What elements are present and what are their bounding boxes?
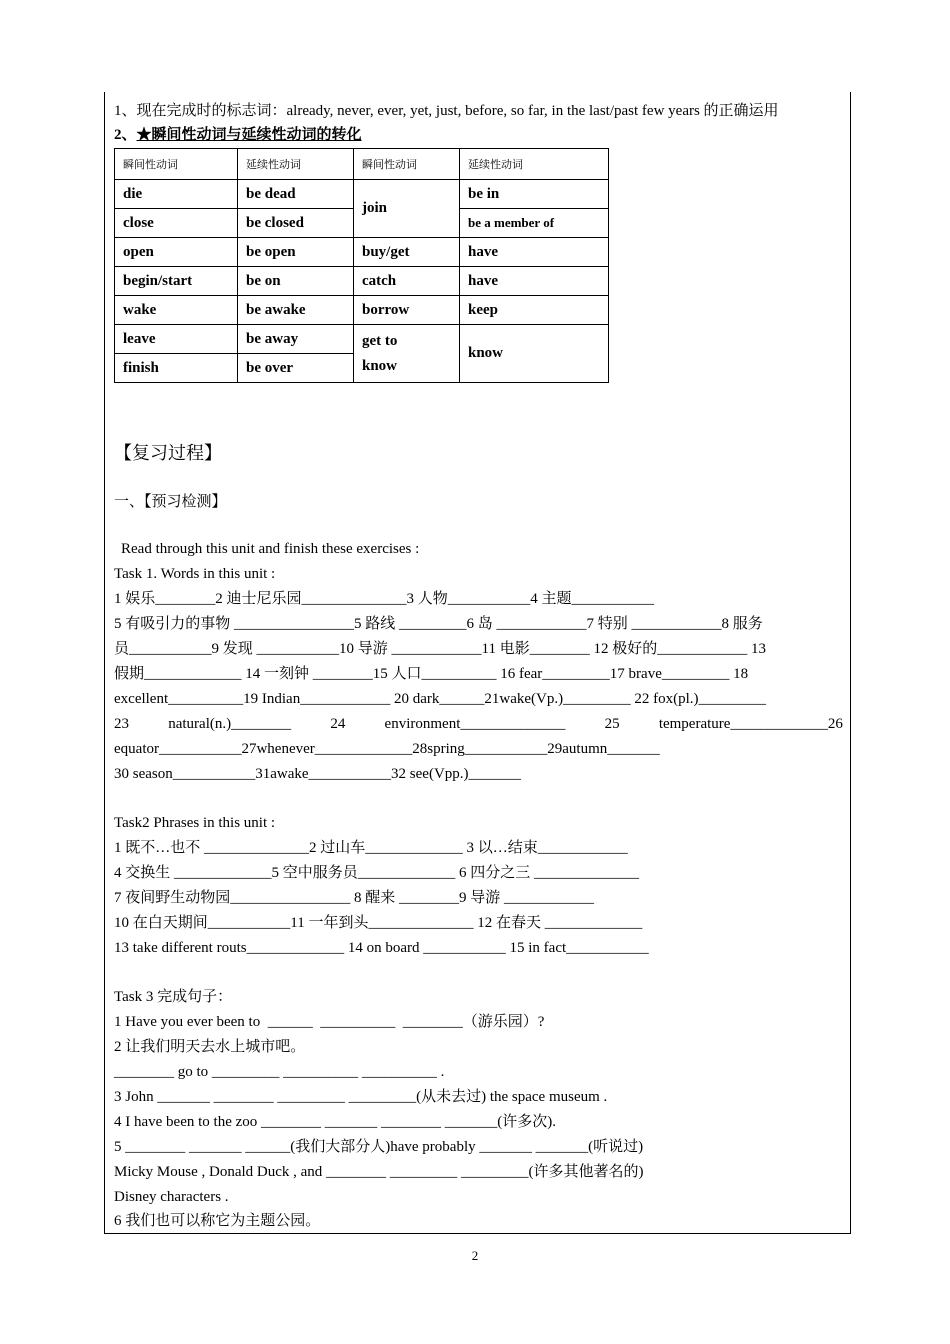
task1-line: 员___________9 发现 ___________10 导游 ____________11 电影________ 12 极好的____________ 13 bbox=[114, 641, 766, 657]
table-cell: be away bbox=[238, 325, 354, 354]
table-cell: have bbox=[460, 238, 609, 267]
task3-line: 6 我们也可以称它为主题公园。 bbox=[114, 1213, 321, 1229]
word-item: 25 bbox=[604, 716, 620, 732]
task3-line: Disney characters . bbox=[114, 1189, 229, 1205]
review-title: 【复习过程】 bbox=[114, 443, 222, 463]
table-header: 瞬间性动词 bbox=[115, 149, 238, 180]
word-item: environment______________ bbox=[384, 716, 566, 732]
signal-words-line: 1、现在完成时的标志词：already, never, ever, yet, just, before, so far, in the last/past few years 的正确运用 bbox=[114, 103, 779, 119]
table-cell: leave bbox=[115, 325, 238, 354]
verb-conversion-table bbox=[114, 148, 609, 383]
task3-line: 5 ________ _______ ______(我们大部分人)have probably _______ _______(听说过) bbox=[114, 1139, 644, 1155]
table-cell: borrow bbox=[354, 296, 460, 325]
task3-line: 4 I have been to the zoo ________ _______ ________ _______(许多次). bbox=[114, 1114, 557, 1130]
task1-title: Task 1. Words in this unit : bbox=[114, 566, 276, 582]
task1-line: equator___________27whenever_____________28spring___________29autumn_______ bbox=[114, 741, 660, 757]
heading-title: ★瞬间性动词与延续性动词的转化 bbox=[136, 127, 362, 143]
table-cell: be awake bbox=[238, 296, 354, 325]
task2-line: 4 交换生 _____________5 空中服务员_____________ 6 四分之三 ______________ bbox=[114, 865, 640, 881]
word-item: temperature_____________26 bbox=[658, 716, 843, 732]
table-cell: wake bbox=[115, 296, 238, 325]
table-cell: close bbox=[115, 209, 238, 238]
table-header: 延续性动词 bbox=[238, 149, 354, 180]
table-cell: be open bbox=[238, 238, 354, 267]
task2-line: 1 既不…也不 ______________2 过山车_____________ 3 以…结束____________ bbox=[114, 840, 628, 856]
page-number: 2 bbox=[471, 1248, 479, 1263]
table-cell: die bbox=[115, 180, 238, 209]
task3-line: ________ go to _________ __________ __________ . bbox=[114, 1064, 445, 1080]
table-cell: be in bbox=[460, 180, 609, 209]
table-cell: catch bbox=[354, 267, 460, 296]
task1-line: 5 有吸引力的事物 ________________5 路线 _________6 岛 ____________7 特别 ____________8 服务 bbox=[114, 616, 763, 632]
task1-line: excellent__________19 Indian____________ 20 dark______21wake(Vp.)_________ 22 fox(pl.)_________ bbox=[114, 691, 766, 707]
word-item: natural(n.)________ bbox=[168, 716, 292, 732]
intro-text: Read through this unit and finish these exercises : bbox=[121, 541, 420, 557]
table-cell: join bbox=[354, 180, 460, 238]
table-cell: be closed bbox=[238, 209, 354, 238]
task1-line-justified bbox=[114, 714, 843, 734]
task3-line: 3 John _______ ________ _________ _________(从未去过) the space museum . bbox=[114, 1089, 608, 1105]
table-cell: have bbox=[460, 267, 609, 296]
task1-line: 假期_____________ 14 一刻钟 ________15 人口__________ 16 fear_________17 brave_________ 18 bbox=[114, 666, 749, 682]
table-cell: be over bbox=[238, 354, 354, 383]
table-cell: be a member of bbox=[460, 209, 609, 238]
cell-line: get to bbox=[362, 332, 398, 349]
table-cell bbox=[354, 325, 460, 383]
table-cell: buy/get bbox=[354, 238, 460, 267]
task2-line: 7 夜间野生动物园________________ 8 醒来 ________9 导游 ____________ bbox=[114, 890, 595, 906]
table-cell: open bbox=[115, 238, 238, 267]
preview-check-title: 一、【预习检测】 bbox=[114, 494, 227, 510]
table-header: 延续性动词 bbox=[460, 149, 609, 180]
task3-title: Task 3 完成句子： bbox=[114, 989, 233, 1005]
heading-number: 2、 bbox=[114, 127, 137, 143]
task2-line: 13 take different routs_____________ 14 on board ___________ 15 in fact___________ bbox=[114, 940, 649, 956]
table-cell: finish bbox=[115, 354, 238, 383]
table-header: 瞬间性动词 bbox=[354, 149, 460, 180]
table-cell: keep bbox=[460, 296, 609, 325]
cell-line: know bbox=[362, 357, 398, 374]
task2-line: 10 在白天期间___________11 一年到头______________ 12 在春天 _____________ bbox=[114, 915, 643, 931]
task3-line: Micky Mouse , Donald Duck , and ________ _________ _________(许多其他著名的) bbox=[114, 1164, 644, 1180]
table-cell: be on bbox=[238, 267, 354, 296]
task3-line: 1 Have you ever been to ______ __________ ________（游乐园）? bbox=[114, 1014, 545, 1030]
task3-line: 2 让我们明天去水上城市吧。 bbox=[114, 1039, 306, 1055]
table-cell: know bbox=[460, 325, 609, 383]
task2-title: Task2 Phrases in this unit : bbox=[114, 815, 276, 831]
section-heading bbox=[114, 125, 362, 145]
table-cell: be dead bbox=[238, 180, 354, 209]
word-item: 23 bbox=[114, 716, 129, 732]
task1-line: 30 season___________31awake___________32 see(Vpp.)_______ bbox=[114, 766, 522, 782]
task1-line: 1 娱乐________2 迪士尼乐园______________3 人物___________4 主题___________ bbox=[114, 591, 655, 607]
table-cell: begin/start bbox=[115, 267, 238, 296]
word-item: 24 bbox=[330, 716, 346, 732]
